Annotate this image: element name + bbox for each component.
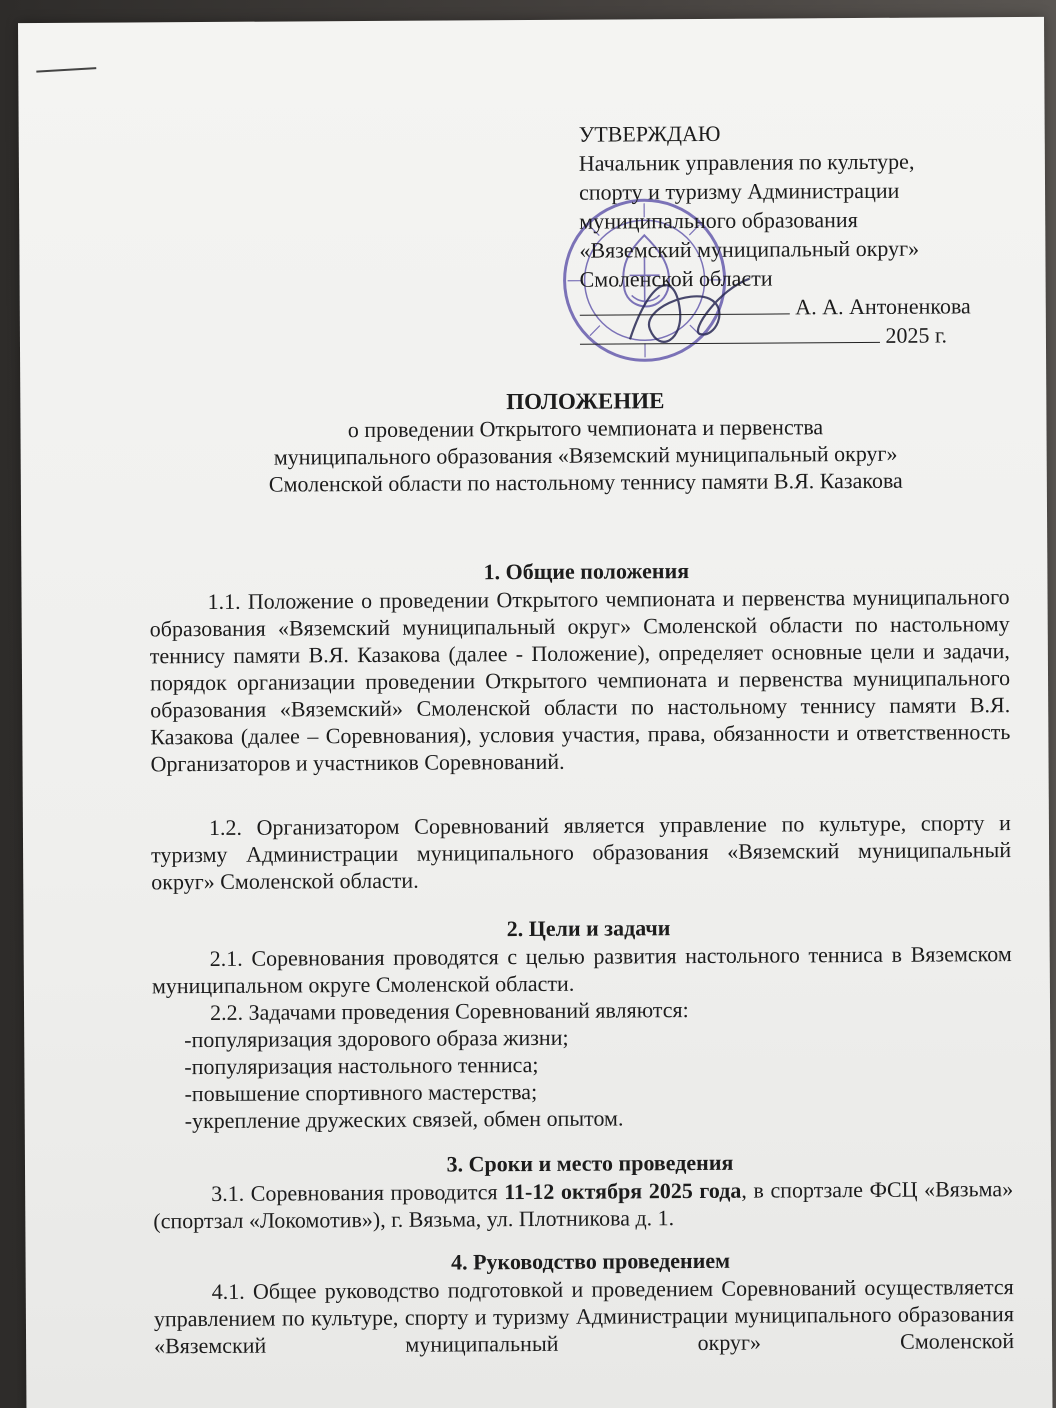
date-blank [580,322,880,345]
title-line: о проведении Открытого чемпионата и первенства [347,414,824,443]
approval-line: муниципального образования [579,207,858,234]
approval-year: 2025 г. [885,322,948,348]
signature-line [580,291,1000,323]
signatory-name: А. А. Антоненкова [795,293,971,320]
list-item: -популяризация здорового образа жизни; [184,1024,569,1053]
section-3-heading: 3. Сроки и место проведения [446,1149,734,1177]
paragraph-1-2: 1.2. Организатором Соревнований является управление по культуре, спорту и туризму Администрации муниципального образования «Вяземский муниципальный округ» Смоленской области. [151,810,1012,895]
document-title: ПОЛОЖЕНИЕ [506,388,665,415]
title-line: муниципального образования «Вяземский муниципальный округ» [273,440,898,470]
document-title-block [160,385,1011,498]
title-line: Смоленской области по настольному теннису памяти В.Я. Казакова [268,467,903,497]
approval-block [579,117,1000,352]
list-item: -популяризация настольного тенниса; [184,1051,539,1080]
approval-line: Смоленской области [579,265,773,292]
paragraph-3-1 [153,1175,1013,1234]
approval-line: спорту и туризму Администрации [578,177,900,205]
pen-mark [36,67,96,73]
approval-heading: УТВЕРЖДАЮ [578,120,721,147]
paragraph-2-1: 2.1. Соревнования проводятся с целью развития настольного тенниса в Вяземском муниципальном округе Смоленской области. [151,941,1012,999]
signature-blank [580,293,790,315]
approval-line: Начальник управления по культуре, [578,148,915,176]
approval-line: «Вяземский муниципальный округ» [579,235,920,263]
section-4-heading: 4. Руководство проведением [450,1247,731,1275]
paragraph-1-1: 1.1. Положение о проведении Открытого чемпионата и первенства муниципального образования «Вяземский муниципальный округ» Смоленской области по настольному теннису памяти В.Я. Казакова (далее - Положение), определяет основные цели и задачи, порядок организации проведении Открытого чемпионата и первенства муниципального образования «Вяземский» Смоленской области по настольному теннису памяти В.Я. Казакова (далее – Соревнования), условия участия, права, обязанности и ответственность Организаторов и участников Соревнований. [149,584,1011,777]
list-item: -повышение спортивного мастерства; [184,1078,538,1107]
paragraph-3-1-end: , в спортзале ФСЦ «Вязьма» (спортзал «Локомотив»), г. Вязьма, ул. Плотникова д. 1. [153,1176,1014,1234]
section-2-heading: 2. Цели и задачи [506,915,671,942]
date-line [580,320,1000,352]
paragraph-3-1-start: 3.1. Соревнования проводится [211,1179,505,1206]
section-1-heading: 1. Общие положения [483,558,690,585]
event-dates: 11-12 октября 2025 года [504,1177,742,1205]
paragraph-2-2: 2.2. Задачами проведения Соревнований являются: [209,997,689,1025]
list-item: -укрепление дружеских связей, обмен опытом. [184,1105,624,1134]
document-page [18,17,1053,1408]
paragraph-4-1: 4.1. Общее руководство подготовкой и проведением Соревнований осуществляется управлением по культуре, спорту и туризму Администрации муниципального образования «Вяземский муниципальный округ» Смоленской [153,1274,1015,1359]
